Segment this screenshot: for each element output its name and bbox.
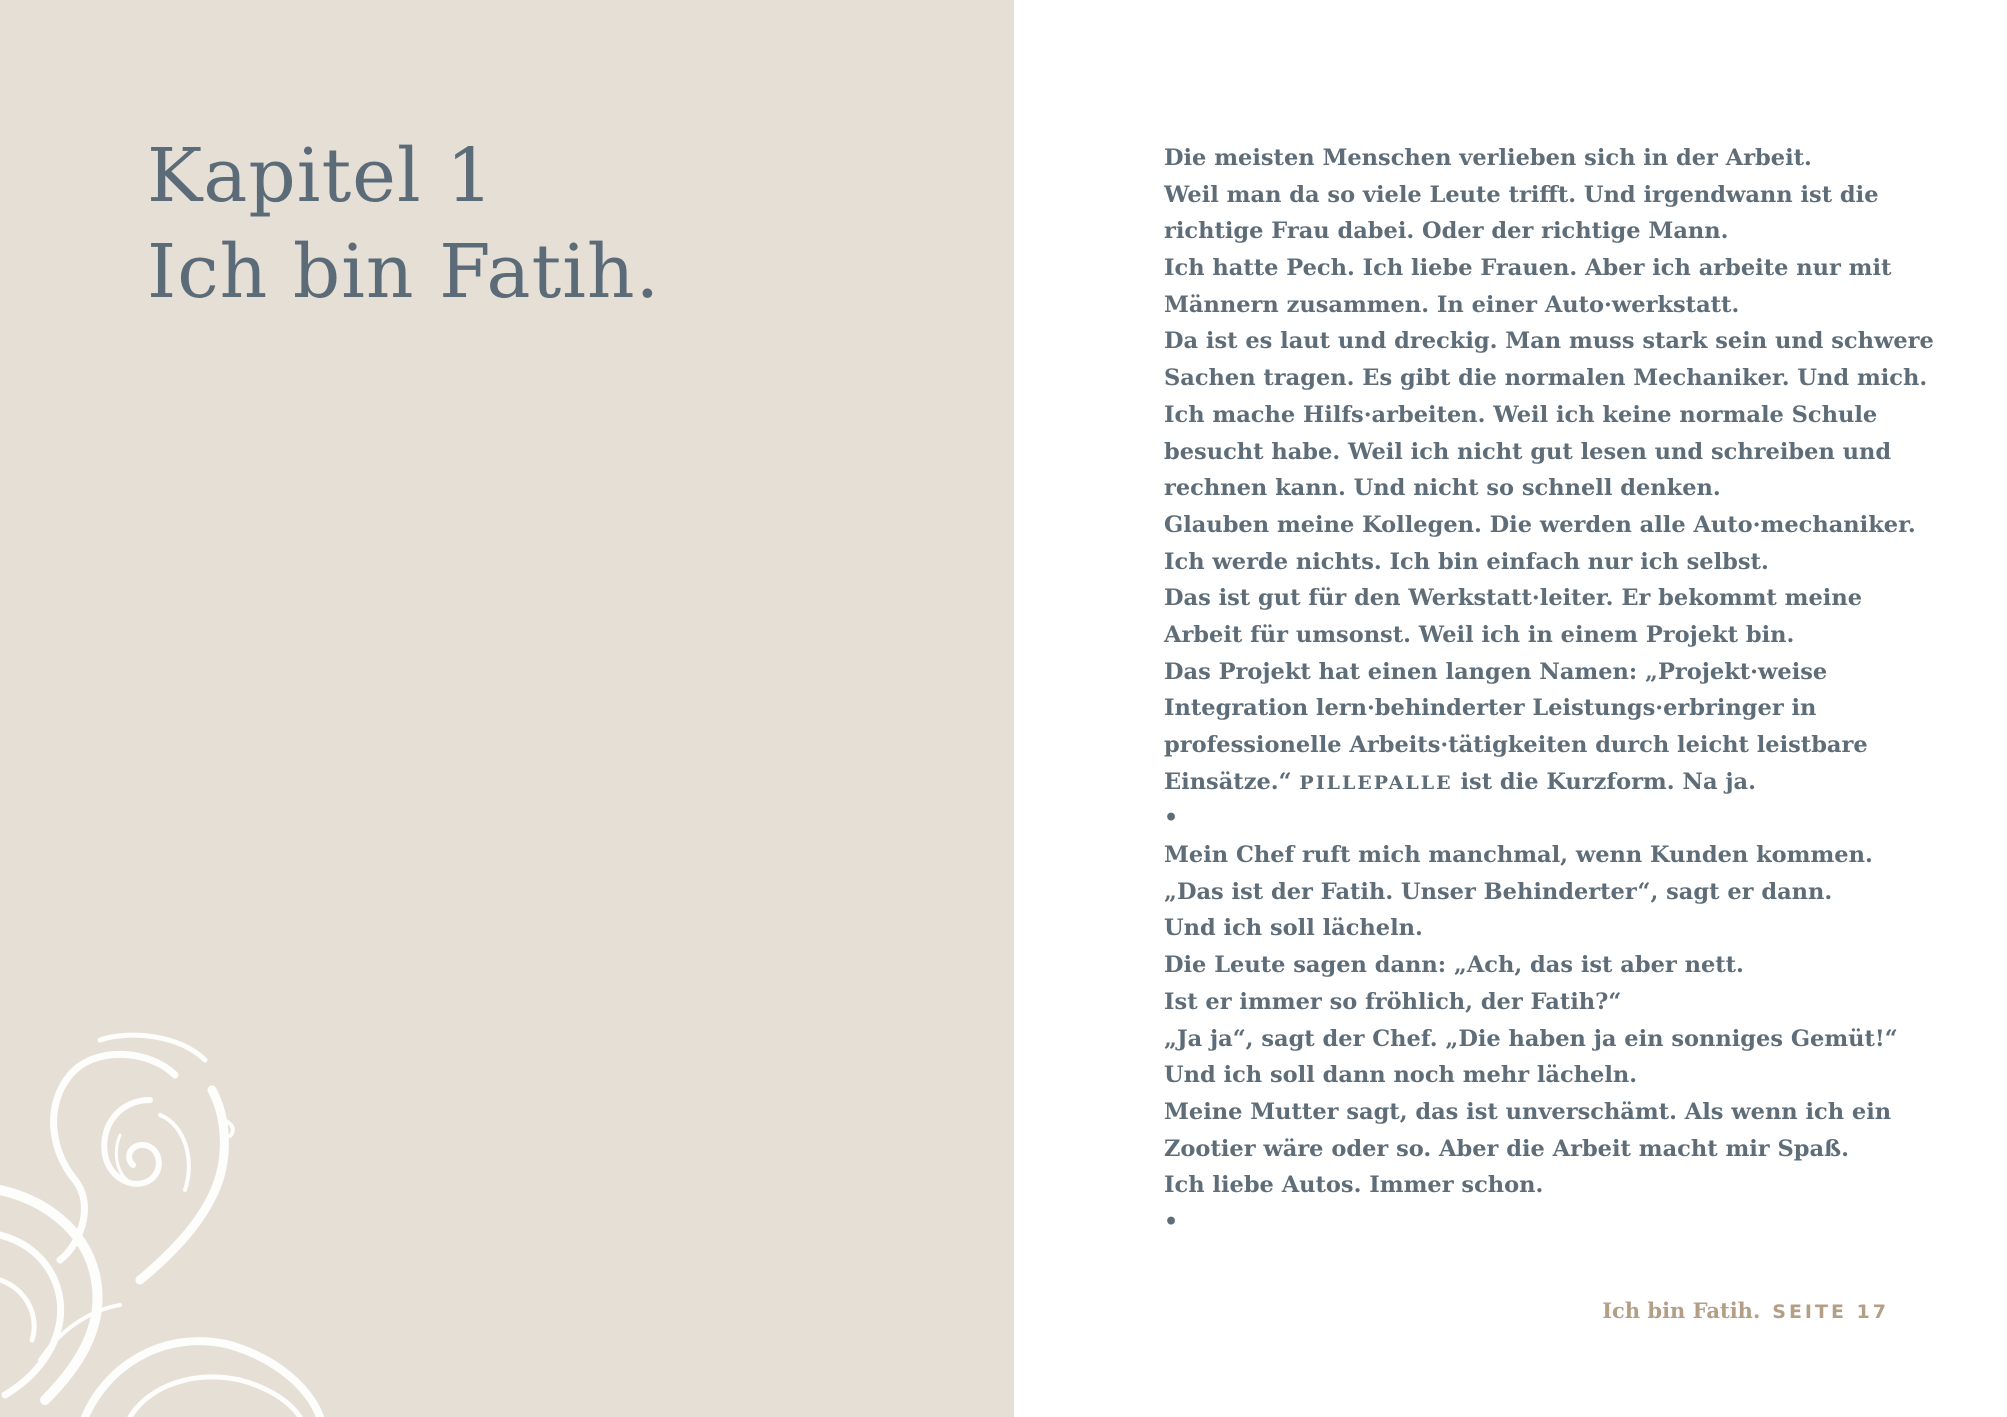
text-line: „Ja ja“, sagt der Chef. „Die haben ja ein sonniges Gemüt!“: [1164, 1025, 1898, 1052]
text-line: Das ist gut für den Werkstatt·leiter. Er bekommt meine: [1164, 585, 1863, 612]
text-line: Integration lern·behinderter Leistungs·erbringer in: [1164, 695, 1817, 722]
text-line: Ist er immer so fröhlich, der Fatih?“: [1164, 988, 1622, 1015]
text-segment: ist die Kurzform. Na ja.: [1452, 768, 1756, 795]
text-line: Und ich soll lächeln.: [1164, 915, 1423, 942]
text-line: Ich werde nichts. Ich bin einfach nur ich selbst.: [1164, 548, 1769, 575]
text-line: Ich hatte Pech. Ich liebe Frauen. Aber ich arbeite nur mit: [1164, 255, 1892, 282]
page-footer: [1602, 1298, 1889, 1323]
swirl-ornament-icon: [0, 1030, 340, 1417]
chapter-title: Ich bin Fatih.: [147, 229, 661, 315]
text-line: besucht habe. Weil ich nicht gut lesen und schreiben und: [1164, 438, 1892, 465]
text-segment: Einsätze.“: [1164, 768, 1300, 795]
text-line: Glauben meine Kollegen. Die werden alle Auto·mechaniker.: [1164, 511, 1916, 538]
text-line: Zootier wäre oder so. Aber die Arbeit macht mir Spaß.: [1164, 1135, 1849, 1162]
text-line: Die meisten Menschen verlieben sich in der Arbeit.: [1164, 145, 1812, 171]
text-line: Ich liebe Autos. Immer schon.: [1164, 1172, 1544, 1199]
right-page: [1014, 0, 2007, 1417]
section-separator: •: [1164, 805, 1179, 832]
text-line: Ich mache Hilfs·arbeiten. Weil ich keine normale Schule: [1164, 401, 1878, 428]
running-title: Ich bin Fatih.: [1602, 1298, 1761, 1323]
text-line: „Das ist der Fatih. Unser Behinderter“, sagt er dann.: [1164, 878, 1833, 905]
chapter-number: Kapitel 1: [147, 133, 495, 219]
text-line: Weil man da so viele Leute trifft. Und irgendwann ist die: [1164, 181, 1879, 208]
text-line: Männern zusammen. In einer Auto·werkstatt.: [1164, 291, 1740, 318]
text-line: richtige Frau dabei. Oder der richtige Mann.: [1164, 218, 1729, 245]
body-text: [1164, 140, 1984, 1241]
text-line: Das Projekt hat einen langen Namen: „Projekt·weise: [1164, 658, 1828, 685]
text-line: rechnen kann. Und nicht so schnell denken.: [1164, 475, 1721, 502]
text-line: Arbeit für umsonst. Weil ich in einem Projekt bin.: [1164, 621, 1795, 648]
text-line: Und ich soll dann noch mehr lächeln.: [1164, 1062, 1638, 1089]
chapter-heading: [147, 128, 660, 320]
text-line: Die Leute sagen dann: „Ach, das ist aber nett.: [1164, 952, 1744, 979]
project-acronym: PILLEPALLE: [1299, 771, 1453, 794]
section-separator: •: [1164, 1208, 1179, 1235]
text-line: Meine Mutter sagt, das ist unverschämt. Als wenn ich ein: [1164, 1098, 1892, 1125]
page-number: SEITE 17: [1772, 1301, 1889, 1323]
text-line: professionelle Arbeits·tätigkeiten durch leicht leistbare: [1164, 732, 1868, 758]
text-line: [1164, 764, 1984, 801]
text-line: Da ist es laut und dreckig. Man muss stark sein und schwere: [1164, 328, 1934, 355]
text-line: Sachen tragen. Es gibt die normalen Mechaniker. Und mich.: [1164, 365, 1928, 392]
text-line: Mein Chef ruft mich manchmal, wenn Kunden kommen.: [1164, 842, 1873, 869]
